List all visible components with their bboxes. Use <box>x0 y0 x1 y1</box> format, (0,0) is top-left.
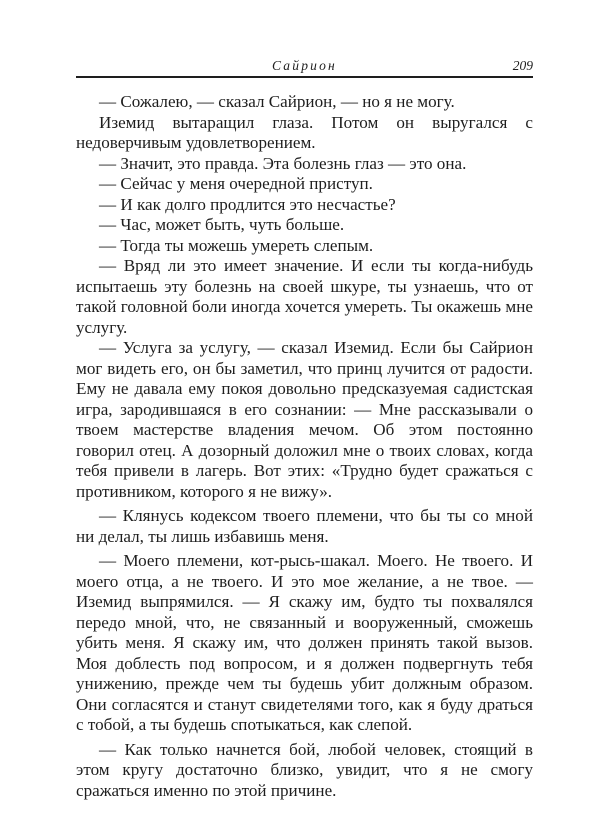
page-number: 209 <box>512 58 533 73</box>
paragraph: — Сейчас у меня очередной приступ. <box>99 174 373 193</box>
paragraph: — Моего племени, кот-рысь-шакал. Моего. Не твоего. И моего отца, а не твоего. И это мое желание, а не твое. — Иземид выпрямился. — Я скажу им, будто ты похвалялся передо мной, что, не связанный и вооруженный, сможешь убить меня. Я скажу им, что должен принять такой вызов. Моя доблесть под вопросом, и я должен подвергнуть тебя унижению, прежде чем ты будешь убит должным образом. Они согласятся и станут свидетелями того, как я буду драться с тобой, а ты будешь спотыкаться, как слепой. <box>76 551 533 734</box>
running-header <box>76 58 533 76</box>
paragraph: — Сожалею, — сказал Сайрион, — но я не могу. <box>99 92 455 111</box>
paragraph: — И как долго продлится это несчастье? <box>99 194 396 214</box>
paragraph: — Вряд ли это имеет значение. И если ты когда-нибудь испытаешь эту болезнь на своей шкуре, ты узнаешь, что от такой головной боли иногда хочется умереть. Ты окажешь мне услугу. <box>76 256 533 337</box>
paragraph: — Клянусь кодексом твоего племени, что бы ты со мной ни делал, ты лишь избавишь меня. <box>76 506 533 546</box>
paragraph: — Услуга за услугу, — сказал Иземид. Если бы Сайрион мог видеть его, он бы заметил, что принц лучится от радости. Ему не давала ему покоя довольно предсказуемая садистская игра, зародившаяся в его сознании: — Мне рассказывали о твоем мастерстве владения мечом. Об этом постоянно говорил отец. А дозорный доложил мне о твоих словах, когда тебя привели в лагерь. Вот этих: «Трудно будет сражаться с противником, которого я не вижу». <box>76 338 533 501</box>
paragraph: Иземид вытаращил глаза. Потом он выругался с недоверчивым удовлетворением. <box>76 112 533 152</box>
paragraph: — Час, может быть, чуть больше. <box>99 215 345 234</box>
running-title: Сайрион <box>272 58 337 73</box>
paragraph: — Значит, это правда. Эта болезнь глаз — это она. <box>99 153 467 173</box>
body-text <box>76 92 533 801</box>
header-rule <box>76 76 533 78</box>
paragraph: — Как только начнется бой, любой человек, стоящий в этом кругу достаточно близко, увидит, что я не смогу сражаться именно по этой причине. <box>76 739 533 800</box>
paragraph: — Тогда ты можешь умереть слепым. <box>99 235 374 255</box>
